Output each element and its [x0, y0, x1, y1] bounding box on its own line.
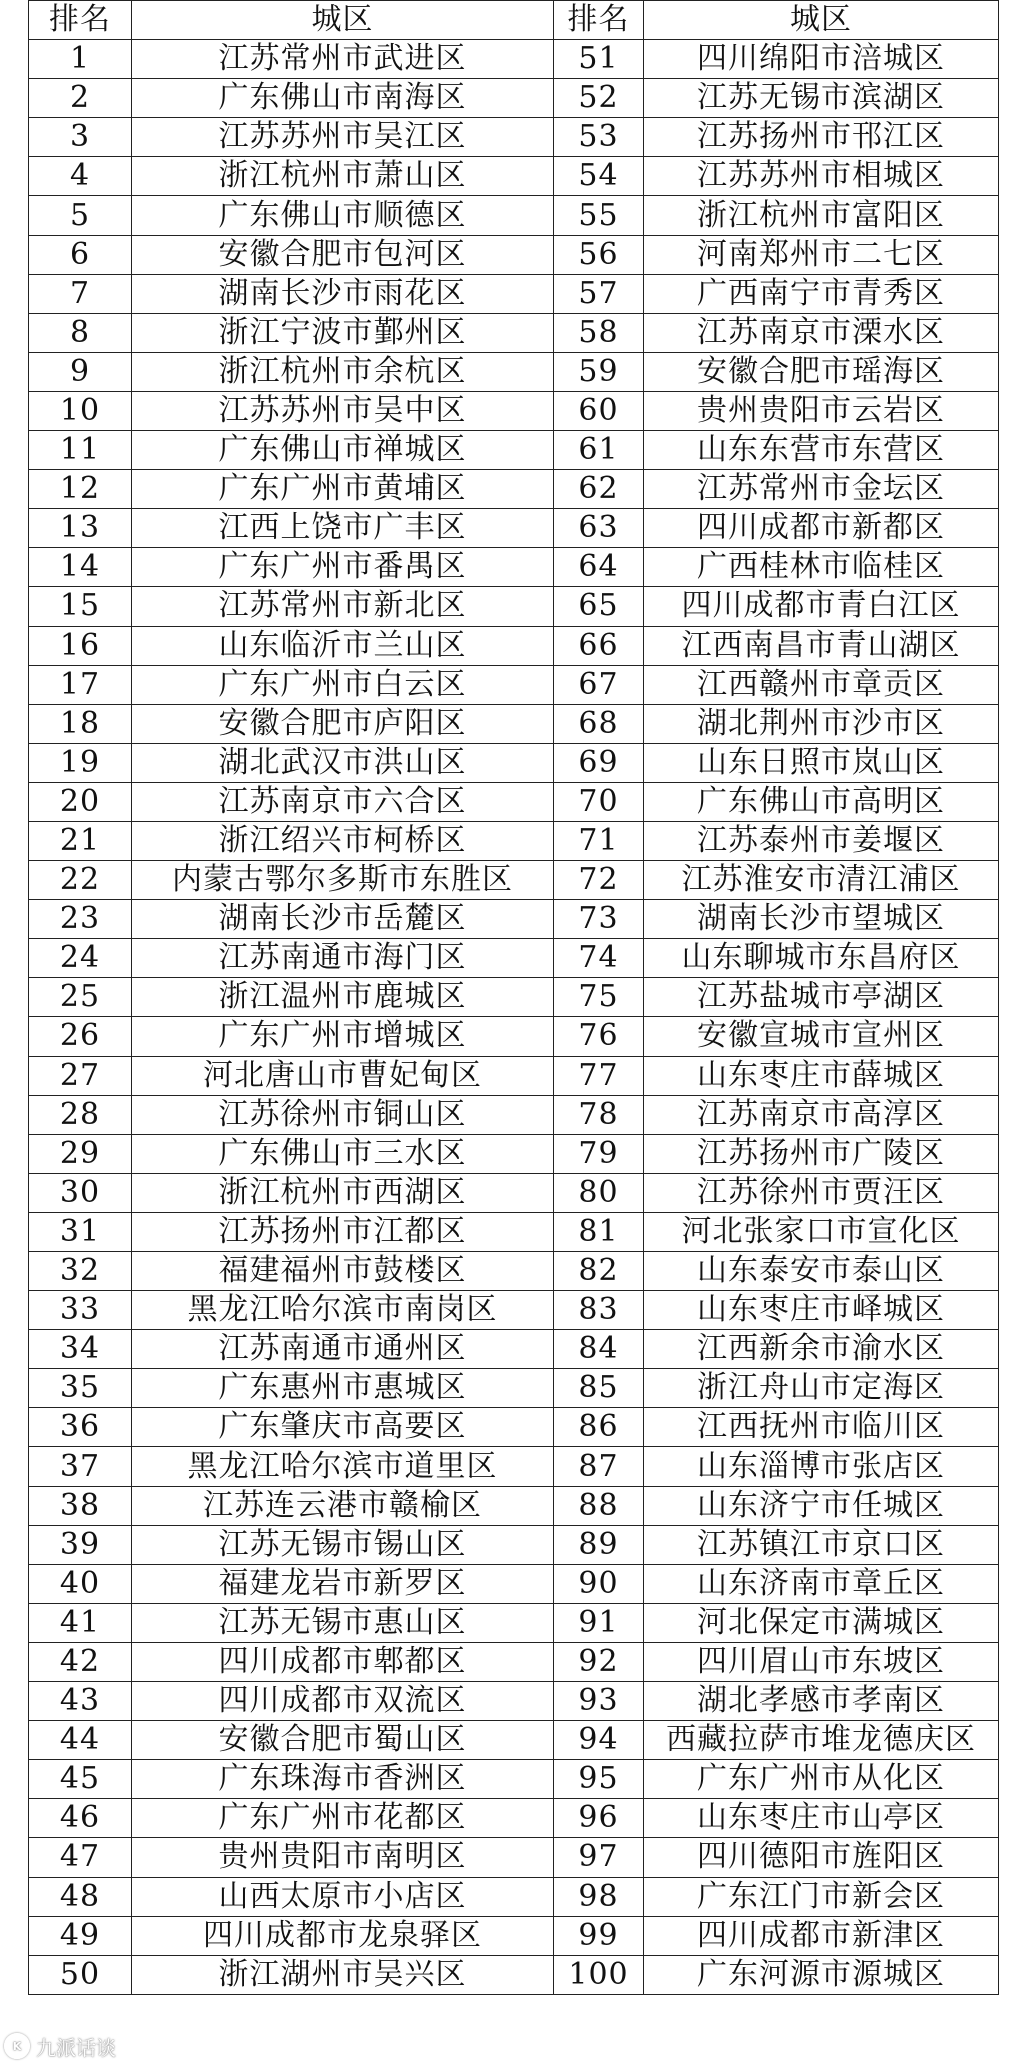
- rank-cell: 57: [554, 274, 644, 313]
- table-row: [29, 509, 999, 548]
- rank-cell: 63: [554, 509, 644, 548]
- table-row: [29, 978, 999, 1017]
- rank-cell: 59: [554, 352, 644, 391]
- table-row: [29, 743, 999, 782]
- rank-cell: 35: [29, 1369, 132, 1408]
- table-row: [29, 1369, 999, 1408]
- district-cell: 广东珠海市香洲区: [132, 1760, 554, 1799]
- table-row: [29, 1916, 999, 1955]
- rank-cell: 66: [554, 626, 644, 665]
- district-cell: 山东济宁市任城区: [644, 1486, 999, 1525]
- district-cell: 江苏扬州市江都区: [132, 1212, 554, 1251]
- rank-cell: 38: [29, 1486, 132, 1525]
- rank-cell: 56: [554, 235, 644, 274]
- rank-cell: 96: [554, 1799, 644, 1838]
- district-cell: 江苏镇江市京口区: [644, 1525, 999, 1564]
- district-cell: 浙江绍兴市柯桥区: [132, 821, 554, 860]
- table-row: [29, 821, 999, 860]
- rank-cell: 40: [29, 1564, 132, 1603]
- district-cell: 江苏常州市武进区: [132, 40, 554, 79]
- rank-cell: 74: [554, 939, 644, 978]
- table-row: [29, 1838, 999, 1877]
- district-cell: 广东惠州市惠城区: [132, 1369, 554, 1408]
- district-cell: 江苏徐州市贾汪区: [644, 1173, 999, 1212]
- table-row: [29, 431, 999, 470]
- district-cell: 内蒙古鄂尔多斯市东胜区: [132, 861, 554, 900]
- rank-cell: 81: [554, 1212, 644, 1251]
- rank-cell: 12: [29, 470, 132, 509]
- rank-cell: 69: [554, 743, 644, 782]
- rank-cell: 13: [29, 509, 132, 548]
- district-cell: 广东广州市番禺区: [132, 548, 554, 587]
- rank-cell: 26: [29, 1017, 132, 1056]
- rank-cell: 42: [29, 1642, 132, 1681]
- district-cell: 江苏扬州市广陵区: [644, 1134, 999, 1173]
- district-cell: 江苏苏州市相城区: [644, 157, 999, 196]
- rank-cell: 71: [554, 821, 644, 860]
- table-row: [29, 1173, 999, 1212]
- district-cell: 江苏南京市六合区: [132, 782, 554, 821]
- district-cell: 广东广州市从化区: [644, 1760, 999, 1799]
- district-cell: 广东广州市白云区: [132, 665, 554, 704]
- rank-header-left: 排名: [29, 1, 132, 40]
- rank-cell: 5: [29, 196, 132, 235]
- district-cell: 湖南长沙市雨花区: [132, 274, 554, 313]
- rank-cell: 28: [29, 1095, 132, 1134]
- rank-cell: 9: [29, 352, 132, 391]
- rank-cell: 19: [29, 743, 132, 782]
- rank-cell: 1: [29, 40, 132, 79]
- ranking-sheet: [28, 0, 999, 2067]
- district-cell: 山东临沂市兰山区: [132, 626, 554, 665]
- rank-cell: 23: [29, 900, 132, 939]
- rank-cell: 16: [29, 626, 132, 665]
- rank-cell: 93: [554, 1682, 644, 1721]
- table-row: [29, 79, 999, 118]
- district-cell: 安徽合肥市庐阳区: [132, 704, 554, 743]
- rank-cell: 36: [29, 1408, 132, 1447]
- district-cell: 四川德阳市旌阳区: [644, 1838, 999, 1877]
- rank-cell: 7: [29, 274, 132, 313]
- district-cell: 江西新余市渝水区: [644, 1330, 999, 1369]
- rank-cell: 2: [29, 79, 132, 118]
- rank-cell: 32: [29, 1252, 132, 1291]
- district-cell: 江苏扬州市邗江区: [644, 118, 999, 157]
- rank-cell: 15: [29, 587, 132, 626]
- district-cell: 江苏常州市金坛区: [644, 470, 999, 509]
- rank-cell: 6: [29, 235, 132, 274]
- table-row: [29, 1525, 999, 1564]
- rank-cell: 76: [554, 1017, 644, 1056]
- district-cell: 江苏南京市高淳区: [644, 1095, 999, 1134]
- district-cell: 广西桂林市临桂区: [644, 548, 999, 587]
- rank-cell: 95: [554, 1760, 644, 1799]
- district-cell: 江苏泰州市姜堰区: [644, 821, 999, 860]
- district-cell: 湖南长沙市岳麓区: [132, 900, 554, 939]
- rank-cell: 64: [554, 548, 644, 587]
- district-cell: 广东广州市花都区: [132, 1799, 554, 1838]
- table-row: [29, 470, 999, 509]
- table-row: [29, 587, 999, 626]
- district-cell: 四川成都市新津区: [644, 1916, 999, 1955]
- district-cell: 河南郑州市二七区: [644, 235, 999, 274]
- table-row: [29, 313, 999, 352]
- rank-cell: 60: [554, 391, 644, 430]
- rank-cell: 53: [554, 118, 644, 157]
- rank-cell: 33: [29, 1291, 132, 1330]
- rank-cell: 61: [554, 431, 644, 470]
- district-cell: 江苏无锡市锡山区: [132, 1525, 554, 1564]
- district-cell: 四川绵阳市涪城区: [644, 40, 999, 79]
- table-row: [29, 1408, 999, 1447]
- district-cell: 广东佛山市三水区: [132, 1134, 554, 1173]
- table-row: [29, 1682, 999, 1721]
- rank-cell: 75: [554, 978, 644, 1017]
- rank-cell: 70: [554, 782, 644, 821]
- district-header-right: 城区: [644, 1, 999, 40]
- rank-cell: 79: [554, 1134, 644, 1173]
- rank-cell: 92: [554, 1642, 644, 1681]
- rank-cell: 8: [29, 313, 132, 352]
- district-cell: 广东佛山市南海区: [132, 79, 554, 118]
- district-cell: 江苏淮安市清江浦区: [644, 861, 999, 900]
- table-row: [29, 1291, 999, 1330]
- district-cell: 湖南长沙市望城区: [644, 900, 999, 939]
- district-cell: 湖北孝感市孝南区: [644, 1682, 999, 1721]
- rank-cell: 41: [29, 1603, 132, 1642]
- district-cell: 山东济南市章丘区: [644, 1564, 999, 1603]
- district-cell: 江苏常州市新北区: [132, 587, 554, 626]
- table-row: [29, 1330, 999, 1369]
- table-row: [29, 235, 999, 274]
- rank-cell: 27: [29, 1056, 132, 1095]
- district-cell: 山西太原市小店区: [132, 1877, 554, 1916]
- district-cell: 广东河源市源城区: [644, 1955, 999, 1994]
- table-row: [29, 1877, 999, 1916]
- rank-cell: 68: [554, 704, 644, 743]
- table-row: [29, 900, 999, 939]
- district-cell: 山东东营市东营区: [644, 431, 999, 470]
- header-row: [29, 1, 999, 40]
- rank-cell: 58: [554, 313, 644, 352]
- district-cell: 江苏无锡市惠山区: [132, 1603, 554, 1642]
- district-cell: 贵州贵阳市南明区: [132, 1838, 554, 1877]
- table-row: [29, 118, 999, 157]
- table-row: [29, 1017, 999, 1056]
- rank-cell: 43: [29, 1682, 132, 1721]
- rank-cell: 17: [29, 665, 132, 704]
- table-row: [29, 274, 999, 313]
- rank-cell: 3: [29, 118, 132, 157]
- rank-cell: 54: [554, 157, 644, 196]
- rank-cell: 11: [29, 431, 132, 470]
- rank-header-right: 排名: [554, 1, 644, 40]
- rank-cell: 99: [554, 1916, 644, 1955]
- table-row: [29, 1564, 999, 1603]
- rank-cell: 45: [29, 1760, 132, 1799]
- district-header-left: 城区: [132, 1, 554, 40]
- rank-cell: 39: [29, 1525, 132, 1564]
- table-row: [29, 391, 999, 430]
- table-row: [29, 626, 999, 665]
- rank-cell: 31: [29, 1212, 132, 1251]
- district-cell: 福建福州市鼓楼区: [132, 1252, 554, 1291]
- district-cell: 山东日照市岚山区: [644, 743, 999, 782]
- rank-cell: 98: [554, 1877, 644, 1916]
- table-row: [29, 1955, 999, 1994]
- rank-cell: 78: [554, 1095, 644, 1134]
- rank-cell: 82: [554, 1252, 644, 1291]
- table-row: [29, 1799, 999, 1838]
- table-row: [29, 1486, 999, 1525]
- table-body: [29, 40, 999, 1995]
- table-row: [29, 40, 999, 79]
- district-cell: 江苏南京市溧水区: [644, 313, 999, 352]
- district-cell: 浙江湖州市吴兴区: [132, 1955, 554, 1994]
- district-cell: 江苏苏州市吴中区: [132, 391, 554, 430]
- rank-cell: 14: [29, 548, 132, 587]
- district-cell: 河北张家口市宣化区: [644, 1212, 999, 1251]
- table-row: [29, 1056, 999, 1095]
- rank-cell: 18: [29, 704, 132, 743]
- district-cell: 山东枣庄市峄城区: [644, 1291, 999, 1330]
- district-cell: 江苏徐州市铜山区: [132, 1095, 554, 1134]
- table-row: [29, 665, 999, 704]
- rank-cell: 83: [554, 1291, 644, 1330]
- rank-cell: 48: [29, 1877, 132, 1916]
- rank-cell: 97: [554, 1838, 644, 1877]
- table-row: [29, 548, 999, 587]
- rank-cell: 44: [29, 1721, 132, 1760]
- table-row: [29, 704, 999, 743]
- table-row: [29, 1760, 999, 1799]
- district-cell: 福建龙岩市新罗区: [132, 1564, 554, 1603]
- table-row: [29, 1095, 999, 1134]
- rank-cell: 52: [554, 79, 644, 118]
- rank-cell: 72: [554, 861, 644, 900]
- district-cell: 浙江宁波市鄞州区: [132, 313, 554, 352]
- table-row: [29, 1252, 999, 1291]
- district-cell: 广东广州市黄埔区: [132, 470, 554, 509]
- table-row: [29, 1603, 999, 1642]
- rank-cell: 50: [29, 1955, 132, 1994]
- district-cell: 江西抚州市临川区: [644, 1408, 999, 1447]
- district-cell: 广东江门市新会区: [644, 1877, 999, 1916]
- district-ranking-table: [28, 0, 999, 1995]
- district-cell: 四川成都市青白江区: [644, 587, 999, 626]
- district-cell: 浙江杭州市富阳区: [644, 196, 999, 235]
- district-cell: 山东枣庄市山亭区: [644, 1799, 999, 1838]
- rank-cell: 22: [29, 861, 132, 900]
- rank-cell: 91: [554, 1603, 644, 1642]
- district-cell: 西藏拉萨市堆龙德庆区: [644, 1721, 999, 1760]
- rank-cell: 73: [554, 900, 644, 939]
- district-cell: 江苏南通市通州区: [132, 1330, 554, 1369]
- watermark-text: 九派话谈: [36, 2035, 116, 2060]
- rank-cell: 65: [554, 587, 644, 626]
- rank-cell: 24: [29, 939, 132, 978]
- district-cell: 广东肇庆市高要区: [132, 1408, 554, 1447]
- table-row: [29, 1642, 999, 1681]
- district-cell: 浙江舟山市定海区: [644, 1369, 999, 1408]
- district-cell: 江苏苏州市吴江区: [132, 118, 554, 157]
- district-cell: 河北保定市满城区: [644, 1603, 999, 1642]
- rank-cell: 25: [29, 978, 132, 1017]
- rank-cell: 62: [554, 470, 644, 509]
- district-cell: 四川成都市新都区: [644, 509, 999, 548]
- table-row: [29, 782, 999, 821]
- district-cell: 广东佛山市禅城区: [132, 431, 554, 470]
- rank-cell: 37: [29, 1447, 132, 1486]
- district-cell: 安徽合肥市包河区: [132, 235, 554, 274]
- district-cell: 广东广州市增城区: [132, 1017, 554, 1056]
- district-cell: 四川眉山市东坡区: [644, 1642, 999, 1681]
- district-cell: 湖北武汉市洪山区: [132, 743, 554, 782]
- district-cell: 浙江杭州市余杭区: [132, 352, 554, 391]
- table-row: [29, 1134, 999, 1173]
- district-cell: 湖北荆州市沙市区: [644, 704, 999, 743]
- rank-cell: 88: [554, 1486, 644, 1525]
- district-cell: 贵州贵阳市云岩区: [644, 391, 999, 430]
- district-cell: 山东泰安市泰山区: [644, 1252, 999, 1291]
- rank-cell: 30: [29, 1173, 132, 1212]
- rank-cell: 47: [29, 1838, 132, 1877]
- district-cell: 江西赣州市章贡区: [644, 665, 999, 704]
- district-cell: 四川成都市郫都区: [132, 1642, 554, 1681]
- rank-cell: 86: [554, 1408, 644, 1447]
- district-cell: 江苏盐城市亭湖区: [644, 978, 999, 1017]
- rank-cell: 4: [29, 157, 132, 196]
- table-row: [29, 352, 999, 391]
- district-cell: 安徽合肥市蜀山区: [132, 1721, 554, 1760]
- district-cell: 黑龙江哈尔滨市南岗区: [132, 1291, 554, 1330]
- district-cell: 浙江杭州市萧山区: [132, 157, 554, 196]
- rank-cell: 77: [554, 1056, 644, 1095]
- district-cell: 山东聊城市东昌府区: [644, 939, 999, 978]
- district-cell: 安徽宣城市宣州区: [644, 1017, 999, 1056]
- rank-cell: 100: [554, 1955, 644, 1994]
- rank-cell: 21: [29, 821, 132, 860]
- rank-cell: 67: [554, 665, 644, 704]
- rank-cell: 85: [554, 1369, 644, 1408]
- district-cell: 四川成都市龙泉驿区: [132, 1916, 554, 1955]
- table-row: [29, 157, 999, 196]
- district-cell: 山东淄博市张店区: [644, 1447, 999, 1486]
- district-cell: 江西南昌市青山湖区: [644, 626, 999, 665]
- district-cell: 安徽合肥市瑶海区: [644, 352, 999, 391]
- rank-cell: 90: [554, 1564, 644, 1603]
- district-cell: 黑龙江哈尔滨市道里区: [132, 1447, 554, 1486]
- district-cell: 浙江温州市鹿城区: [132, 978, 554, 1017]
- rank-cell: 10: [29, 391, 132, 430]
- district-cell: 江苏南通市海门区: [132, 939, 554, 978]
- district-cell: 江西上饶市广丰区: [132, 509, 554, 548]
- table-row: [29, 939, 999, 978]
- district-cell: 江苏无锡市滨湖区: [644, 79, 999, 118]
- district-cell: 山东枣庄市薛城区: [644, 1056, 999, 1095]
- rank-cell: 49: [29, 1916, 132, 1955]
- district-cell: 四川成都市双流区: [132, 1682, 554, 1721]
- district-cell: 广西南宁市青秀区: [644, 274, 999, 313]
- district-cell: 广东佛山市顺德区: [132, 196, 554, 235]
- district-cell: 河北唐山市曹妃甸区: [132, 1056, 554, 1095]
- rank-cell: 89: [554, 1525, 644, 1564]
- rank-cell: 87: [554, 1447, 644, 1486]
- district-cell: 广东佛山市高明区: [644, 782, 999, 821]
- rank-cell: 51: [554, 40, 644, 79]
- rank-cell: 84: [554, 1330, 644, 1369]
- rank-cell: 94: [554, 1721, 644, 1760]
- rank-cell: 46: [29, 1799, 132, 1838]
- rank-cell: 20: [29, 782, 132, 821]
- rank-cell: 29: [29, 1134, 132, 1173]
- rank-cell: 80: [554, 1173, 644, 1212]
- district-cell: 江苏连云港市赣榆区: [132, 1486, 554, 1525]
- rank-cell: 34: [29, 1330, 132, 1369]
- table-row: [29, 1721, 999, 1760]
- table-row: [29, 861, 999, 900]
- watermark-logo-icon: K: [4, 2033, 30, 2059]
- table-row: [29, 196, 999, 235]
- rank-cell: 55: [554, 196, 644, 235]
- table-row: [29, 1447, 999, 1486]
- district-cell: 浙江杭州市西湖区: [132, 1173, 554, 1212]
- table-row: [29, 1212, 999, 1251]
